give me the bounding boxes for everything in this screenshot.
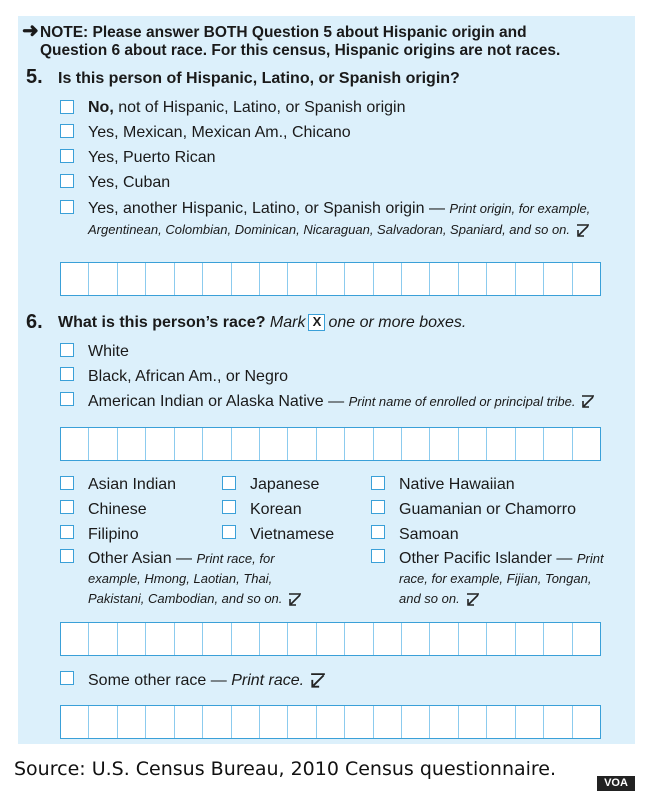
arrow-right-icon: ➜: [22, 20, 39, 42]
option-other-asian-instr-3-text: Pakistani, Cambodian, and so on.: [88, 591, 283, 606]
option-filipino: Filipino: [88, 526, 139, 543]
option-other-pacific-instr-3-text: and so on.: [399, 591, 460, 606]
question-6-mark: Mark: [269, 314, 306, 331]
write-in-hispanic-origin[interactable]: [60, 262, 601, 296]
option-other-hispanic-instr-2-text: Argentinean, Colombian, Dominican, Nicaraguan, Salvadoran, Spaniard, and so on.: [88, 222, 571, 237]
option-black: Black, African Am., or Negro: [88, 368, 289, 385]
option-other-asian-instr-2: example, Hmong, Laotian, Thai,: [88, 571, 273, 586]
checkbox-puerto-rican[interactable]: [60, 149, 74, 163]
option-other-pacific-instr-3: [399, 591, 480, 607]
option-other-pacific-instr-1: Print: [576, 551, 604, 566]
note-line-2: Question 6 about race. For this census, Hispanic origins are not races.: [40, 42, 561, 59]
checkbox-native-hawaiian[interactable]: [371, 476, 385, 490]
option-other-asian-instr-3: [88, 591, 302, 607]
option-puerto-rican: Yes, Puerto Rican: [88, 149, 216, 166]
option-native-hawaiian: Native Hawaiian: [399, 476, 515, 493]
option-other-hispanic-instr-2: [88, 222, 590, 238]
option-other-hispanic-instr-1: Print origin, for example,: [449, 201, 591, 216]
mark-x-box: X: [308, 314, 325, 331]
option-asian-indian: Asian Indian: [88, 476, 177, 493]
checkbox-cuban[interactable]: [60, 174, 74, 188]
option-no-bold: No,: [88, 99, 114, 116]
option-some-other-race-instr: Print race.: [231, 672, 305, 689]
voa-logo: VOA: [597, 776, 635, 791]
checkbox-other-asian[interactable]: [60, 549, 74, 563]
checkbox-chinese[interactable]: [60, 500, 74, 514]
checkbox-mexican[interactable]: [60, 124, 74, 138]
source-caption: Source: U.S. Census Bureau, 2010 Census questionnaire.: [14, 758, 557, 780]
checkbox-some-other-race[interactable]: [60, 671, 74, 685]
pointer-arrow-icon: [310, 673, 326, 689]
checkbox-samoan[interactable]: [371, 525, 385, 539]
option-other-asian-label: Other Asian —: [88, 550, 193, 567]
question-6-text: [58, 314, 466, 332]
option-other-hispanic: [88, 200, 590, 218]
option-guamanian: Guamanian or Chamorro: [399, 501, 576, 518]
option-white: White: [88, 343, 129, 360]
checkbox-japanese[interactable]: [222, 476, 236, 490]
option-chinese: Chinese: [88, 501, 147, 518]
option-american-indian: [88, 393, 595, 411]
checkbox-asian-indian[interactable]: [60, 476, 74, 490]
option-other-pacific: [399, 550, 604, 568]
question-6-number: 6.: [26, 311, 43, 333]
question-5-text: Is this person of Hispanic, Latino, or Spanish origin?: [58, 70, 460, 87]
write-in-some-other-race[interactable]: [60, 705, 601, 739]
option-american-indian-label: American Indian or Alaska Native —: [88, 393, 345, 410]
option-other-asian: [88, 550, 275, 568]
question-6-title: What is this person’s race?: [58, 314, 266, 331]
question-6-mark-rest: one or more boxes.: [328, 314, 467, 331]
note-line-1: NOTE: Please answer BOTH Question 5 about Hispanic origin and: [40, 24, 527, 41]
option-japanese: Japanese: [250, 476, 320, 493]
option-korean: Korean: [250, 501, 302, 518]
option-american-indian-instr: Print name of enrolled or principal tribe.: [348, 394, 576, 409]
checkbox-guamanian[interactable]: [371, 500, 385, 514]
option-cuban: Yes, Cuban: [88, 174, 171, 191]
option-no-rest: not of Hispanic, Latino, or Spanish origin: [113, 99, 406, 116]
checkbox-korean[interactable]: [222, 500, 236, 514]
option-samoan: Samoan: [399, 526, 459, 543]
option-mexican: Yes, Mexican, Mexican Am., Chicano: [88, 124, 351, 141]
checkbox-vietnamese[interactable]: [222, 525, 236, 539]
option-some-other-race-label: Some other race —: [88, 672, 227, 689]
checkbox-black[interactable]: [60, 367, 74, 381]
pointer-arrow-icon: [288, 593, 302, 607]
checkbox-american-indian[interactable]: [60, 392, 74, 406]
option-no-hispanic: [88, 99, 406, 117]
option-some-other-race: [88, 672, 326, 690]
option-other-hispanic-label: Yes, another Hispanic, Latino, or Spanish origin —: [88, 200, 445, 217]
checkbox-other-hispanic[interactable]: [60, 200, 74, 214]
checkbox-no-hispanic[interactable]: [60, 100, 74, 114]
option-other-asian-instr-1: Print race, for: [196, 551, 275, 566]
checkbox-filipino[interactable]: [60, 525, 74, 539]
write-in-tribe[interactable]: [60, 427, 601, 461]
question-5-number: 5.: [26, 66, 43, 88]
pointer-arrow-icon: [576, 224, 590, 238]
pointer-arrow-icon: [581, 395, 595, 409]
pointer-arrow-icon: [466, 593, 480, 607]
write-in-other-asian-pacific[interactable]: [60, 622, 601, 656]
option-other-pacific-label: Other Pacific Islander —: [399, 550, 573, 567]
option-vietnamese: Vietnamese: [250, 526, 335, 543]
option-other-pacific-instr-2: race, for example, Fijian, Tongan,: [399, 571, 592, 586]
checkbox-white[interactable]: [60, 343, 74, 357]
checkbox-other-pacific[interactable]: [371, 549, 385, 563]
